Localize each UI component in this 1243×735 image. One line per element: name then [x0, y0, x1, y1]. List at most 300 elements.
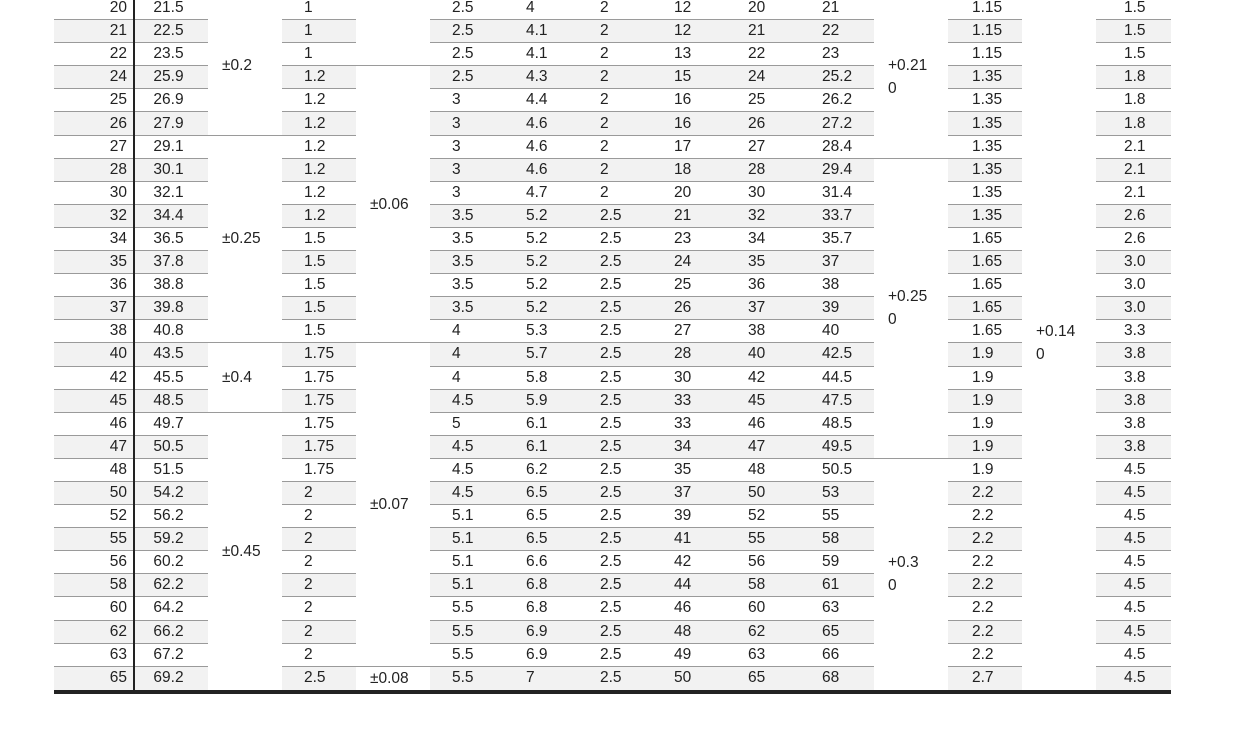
table-cell: 6.1	[504, 412, 578, 435]
table-cell: 15	[652, 66, 726, 89]
table-cell: 2.5	[578, 528, 652, 551]
tolerance-cell: +0.14 0	[1022, 0, 1096, 692]
table-cell: 3	[430, 89, 504, 112]
table-cell: 26	[726, 112, 800, 135]
table-cell: 1.2	[282, 89, 356, 112]
table-cell: 5.2	[504, 204, 578, 227]
table-cell: 3.0	[1096, 297, 1171, 320]
table-cell: 37	[726, 297, 800, 320]
table-cell: 2.5	[430, 66, 504, 89]
table-cell: 42.5	[800, 343, 874, 366]
table-cell: 33	[652, 412, 726, 435]
table-cell: 12	[652, 0, 726, 20]
table-cell: 45.5	[134, 366, 208, 389]
table-body	[54, 0, 1171, 692]
table-cell: 44.5	[800, 366, 874, 389]
table-cell: 33	[652, 389, 726, 412]
table-cell: 2.5	[578, 274, 652, 297]
table-cell: 56.2	[134, 505, 208, 528]
table-cell: 2	[282, 620, 356, 643]
table-cell: 48	[54, 458, 134, 481]
table-cell: 36	[726, 274, 800, 297]
table-cell: 44	[652, 574, 726, 597]
table-cell: 4.6	[504, 135, 578, 158]
table-cell: 23	[800, 43, 874, 66]
table-cell: 25.9	[134, 66, 208, 89]
table-cell: 3.0	[1096, 274, 1171, 297]
table-cell: 1.2	[282, 112, 356, 135]
table-cell: 12	[652, 20, 726, 43]
tolerance-cell	[356, 0, 430, 66]
table-cell: 34	[54, 227, 134, 250]
table-cell: 2	[282, 481, 356, 504]
table-cell: 4.5	[1096, 551, 1171, 574]
table-cell: 69.2	[134, 666, 208, 692]
table-cell: 52	[54, 505, 134, 528]
table-cell: 4	[430, 320, 504, 343]
table-cell: 60	[726, 597, 800, 620]
table-cell: 26	[652, 297, 726, 320]
table-cell: 23.5	[134, 43, 208, 66]
table-cell: 47.5	[800, 389, 874, 412]
table-cell: 4	[504, 0, 578, 20]
table-cell: 6.1	[504, 435, 578, 458]
table-cell: 56	[54, 551, 134, 574]
table-cell: 4.5	[1096, 528, 1171, 551]
table-cell: 1.75	[282, 366, 356, 389]
table-cell: 2.5	[578, 227, 652, 250]
table-cell: 25	[726, 89, 800, 112]
table-cell: 2.5	[282, 666, 356, 692]
table-cell: 49	[652, 643, 726, 666]
table-cell: 2	[578, 43, 652, 66]
table-cell: 6.5	[504, 528, 578, 551]
table-cell: 1.5	[282, 251, 356, 274]
table-cell: 16	[652, 112, 726, 135]
table-cell: 26.2	[800, 89, 874, 112]
table-cell: 38.8	[134, 274, 208, 297]
table-cell: 32	[726, 204, 800, 227]
table-cell: 1	[282, 20, 356, 43]
table-cell: 62	[726, 620, 800, 643]
table-cell: 20	[54, 0, 134, 20]
table-cell: 6.9	[504, 620, 578, 643]
table-cell: 4	[430, 366, 504, 389]
table-cell: 5.1	[430, 528, 504, 551]
table-cell: 3.8	[1096, 343, 1171, 366]
table-cell: 28	[652, 343, 726, 366]
table-cell: 1.2	[282, 181, 356, 204]
table-cell: 67.2	[134, 643, 208, 666]
table-cell: 3	[430, 135, 504, 158]
table-cell: 6.5	[504, 481, 578, 504]
table-cell: 24	[726, 66, 800, 89]
table-cell: 5.5	[430, 643, 504, 666]
table-cell: 34.4	[134, 204, 208, 227]
table-cell: 35	[54, 251, 134, 274]
table-cell: 62.2	[134, 574, 208, 597]
table-cell: 2.1	[1096, 158, 1171, 181]
table-cell: 1.8	[1096, 89, 1171, 112]
table-cell: 49.5	[800, 435, 874, 458]
table-cell: 23	[652, 227, 726, 250]
table-cell: 24	[652, 251, 726, 274]
table-cell: 2.5	[578, 458, 652, 481]
table-cell: 2.2	[948, 481, 1022, 504]
table-cell: 46	[652, 597, 726, 620]
table-row	[54, 412, 1171, 435]
table-cell: 4.7	[504, 181, 578, 204]
table-cell: 45	[726, 389, 800, 412]
table-cell: 3.8	[1096, 435, 1171, 458]
table-cell: 6.9	[504, 643, 578, 666]
table-cell: 2.5	[578, 574, 652, 597]
table-cell: 40.8	[134, 320, 208, 343]
table-cell: 4	[430, 343, 504, 366]
table-cell: 5.1	[430, 574, 504, 597]
table-row	[54, 135, 1171, 158]
table-cell: 35	[726, 251, 800, 274]
table-cell: 1.9	[948, 343, 1022, 366]
table-cell: 48	[726, 458, 800, 481]
table-cell: 5.2	[504, 251, 578, 274]
table-cell: 56	[726, 551, 800, 574]
table-cell: 58	[800, 528, 874, 551]
table-cell: 4.5	[1096, 574, 1171, 597]
table-cell: 21	[800, 0, 874, 20]
table-cell: 2	[578, 181, 652, 204]
table-cell: 2.2	[948, 551, 1022, 574]
table-cell: 1	[282, 0, 356, 20]
table-cell: 64.2	[134, 597, 208, 620]
table-cell: 5.1	[430, 551, 504, 574]
table-cell: 36.5	[134, 227, 208, 250]
table-cell: 60	[54, 597, 134, 620]
table-cell: 5.2	[504, 274, 578, 297]
table-cell: 30	[652, 366, 726, 389]
table-cell: 4.5	[430, 458, 504, 481]
table-cell: 1.2	[282, 135, 356, 158]
table-cell: 22	[54, 43, 134, 66]
table-cell: 39	[800, 297, 874, 320]
table-cell: 28	[54, 158, 134, 181]
table-cell: 22.5	[134, 20, 208, 43]
table-cell: 22	[800, 20, 874, 43]
table-cell: 4.5	[430, 481, 504, 504]
table-cell: 55	[726, 528, 800, 551]
table-cell: 2	[282, 505, 356, 528]
table-cell: 37.8	[134, 251, 208, 274]
table-cell: 39.8	[134, 297, 208, 320]
table-cell: 1.75	[282, 435, 356, 458]
table-cell: 5.7	[504, 343, 578, 366]
table-cell: 22	[726, 43, 800, 66]
table-cell: 37	[652, 481, 726, 504]
table-cell: 18	[652, 158, 726, 181]
table-cell: 5.8	[504, 366, 578, 389]
table-cell: 1.9	[948, 412, 1022, 435]
table-cell: 21.5	[134, 0, 208, 20]
table-cell: 46	[54, 412, 134, 435]
table-cell: 48.5	[800, 412, 874, 435]
table-cell: 48.5	[134, 389, 208, 412]
table-cell: 4.5	[1096, 643, 1171, 666]
table-cell: 40	[726, 343, 800, 366]
table-cell: 54.2	[134, 481, 208, 504]
table-cell: 4.5	[1096, 666, 1171, 692]
table-cell: 27	[726, 135, 800, 158]
table-cell: 27.2	[800, 112, 874, 135]
table-cell: 2.5	[578, 297, 652, 320]
table-cell: 2	[578, 89, 652, 112]
table-cell: 50.5	[800, 458, 874, 481]
table-cell: 5.5	[430, 597, 504, 620]
table-cell: 30.1	[134, 158, 208, 181]
table-cell: 58	[54, 574, 134, 597]
table-cell: 66.2	[134, 620, 208, 643]
table-cell: 20	[652, 181, 726, 204]
table-cell: 1	[282, 43, 356, 66]
table-cell: 1.75	[282, 343, 356, 366]
table-cell: 1.5	[282, 274, 356, 297]
table-cell: 45	[54, 389, 134, 412]
tolerance-cell: ±0.08	[356, 666, 430, 692]
table-cell: 3.8	[1096, 389, 1171, 412]
table-cell: 28	[726, 158, 800, 181]
table-cell: 4.1	[504, 20, 578, 43]
table-cell: 2.5	[578, 204, 652, 227]
table-cell: 2	[578, 66, 652, 89]
table-cell: 1.35	[948, 181, 1022, 204]
table-cell: 1.75	[282, 412, 356, 435]
table-cell: 2	[282, 597, 356, 620]
table-cell: 2.5	[578, 412, 652, 435]
table-cell: 52	[726, 505, 800, 528]
table-cell: 21	[652, 204, 726, 227]
table-cell: 6.2	[504, 458, 578, 481]
table-cell: 1.9	[948, 389, 1022, 412]
table-cell: 5.9	[504, 389, 578, 412]
table-cell: 2.5	[578, 643, 652, 666]
table-cell: 51.5	[134, 458, 208, 481]
table-cell: 28.4	[800, 135, 874, 158]
table-cell: 33.7	[800, 204, 874, 227]
table-cell: 30	[726, 181, 800, 204]
table-cell: 7	[504, 666, 578, 692]
table-cell: 6.5	[504, 505, 578, 528]
table-cell: 37	[800, 251, 874, 274]
table-cell: 3.5	[430, 297, 504, 320]
table-cell: 47	[54, 435, 134, 458]
table-cell: 29.1	[134, 135, 208, 158]
table-cell: 1.65	[948, 297, 1022, 320]
table-row	[54, 0, 1171, 20]
table-cell: 5.5	[430, 620, 504, 643]
table-cell: 5.1	[430, 505, 504, 528]
table-cell: 37	[54, 297, 134, 320]
table-cell: 43.5	[134, 343, 208, 366]
table-cell: 2.5	[578, 251, 652, 274]
table-cell: 3.8	[1096, 412, 1171, 435]
table-cell: 1.35	[948, 66, 1022, 89]
table-cell: 3.5	[430, 227, 504, 250]
table-cell: 4.5	[1096, 481, 1171, 504]
tolerance-cell: +0.21 0	[874, 0, 948, 158]
table-cell: 2.5	[578, 505, 652, 528]
tolerance-cell: +0.3 0	[874, 458, 948, 691]
table-cell: 63	[800, 597, 874, 620]
table-cell: 1.75	[282, 458, 356, 481]
dimension-table	[54, 0, 1171, 694]
table-cell: 4.5	[1096, 458, 1171, 481]
table-cell: 1.2	[282, 158, 356, 181]
table-cell: 1.75	[282, 389, 356, 412]
table-cell: 1.65	[948, 227, 1022, 250]
table-cell: 24	[54, 66, 134, 89]
table-cell: 61	[800, 574, 874, 597]
table-cell: 2.5	[430, 43, 504, 66]
table-cell: 38	[800, 274, 874, 297]
table-cell: 27	[54, 135, 134, 158]
tolerance-cell: ±0.07	[356, 343, 430, 666]
table-cell: 2.5	[578, 481, 652, 504]
table-cell: 63	[54, 643, 134, 666]
table-cell: 5.2	[504, 227, 578, 250]
table-cell: 25.2	[800, 66, 874, 89]
table-cell: 2	[578, 135, 652, 158]
table-cell: 40	[800, 320, 874, 343]
table-cell: 2.2	[948, 574, 1022, 597]
table-cell: 38	[726, 320, 800, 343]
table-cell: 2.5	[578, 597, 652, 620]
table-cell: 4.3	[504, 66, 578, 89]
table-cell: 2.1	[1096, 135, 1171, 158]
tolerance-cell: ±0.4	[208, 343, 282, 412]
table-cell: 3.8	[1096, 366, 1171, 389]
table-cell: 26	[54, 112, 134, 135]
table-cell: 66	[800, 643, 874, 666]
table-cell: 5.5	[430, 666, 504, 692]
table-cell: 1.5	[1096, 43, 1171, 66]
table-cell: 3.5	[430, 251, 504, 274]
table-cell: 48	[652, 620, 726, 643]
table-cell: 4.6	[504, 112, 578, 135]
table-cell: 32	[54, 204, 134, 227]
table-cell: 49.7	[134, 412, 208, 435]
table-cell: 2.2	[948, 620, 1022, 643]
table-cell: 20	[726, 0, 800, 20]
table-cell: 2.5	[578, 620, 652, 643]
table-cell: 2	[578, 112, 652, 135]
table-cell: 29.4	[800, 158, 874, 181]
table-cell: 2.2	[948, 597, 1022, 620]
table-cell: 3.5	[430, 204, 504, 227]
table-cell: 2.7	[948, 666, 1022, 692]
table-cell: 2.5	[578, 343, 652, 366]
table-cell: 2.5	[578, 389, 652, 412]
table-cell: 6.8	[504, 574, 578, 597]
table-cell: 50.5	[134, 435, 208, 458]
tolerance-cell: ±0.06	[356, 66, 430, 343]
table-cell: 55	[54, 528, 134, 551]
table-cell: 53	[800, 481, 874, 504]
table-cell: 21	[54, 20, 134, 43]
table-cell: 13	[652, 43, 726, 66]
table-cell: 34	[652, 435, 726, 458]
table-cell: 27	[652, 320, 726, 343]
table-cell: 46	[726, 412, 800, 435]
table-cell: 2.6	[1096, 227, 1171, 250]
table-cell: 55	[800, 505, 874, 528]
table-cell: 2.2	[948, 643, 1022, 666]
table-cell: 1.65	[948, 251, 1022, 274]
table-cell: 58	[726, 574, 800, 597]
tolerance-cell: ±0.2	[208, 0, 282, 135]
table-cell: 1.9	[948, 366, 1022, 389]
table-cell: 5.3	[504, 320, 578, 343]
table-cell: 59	[800, 551, 874, 574]
table-cell: 25	[652, 274, 726, 297]
table-cell: 4.5	[1096, 505, 1171, 528]
table-cell: 2.2	[948, 528, 1022, 551]
table-cell: 65	[726, 666, 800, 692]
table-cell: 50	[54, 481, 134, 504]
table-cell: 2.6	[1096, 204, 1171, 227]
table-cell: 1.35	[948, 89, 1022, 112]
table-cell: 4.5	[1096, 620, 1171, 643]
table-cell: 3.5	[430, 274, 504, 297]
table-cell: 21	[726, 20, 800, 43]
tolerance-cell: +0.25 0	[874, 158, 948, 458]
table-cell: 2.5	[578, 666, 652, 692]
table-row	[54, 343, 1171, 366]
table-cell: 50	[726, 481, 800, 504]
table-cell: 40	[54, 343, 134, 366]
table-cell: 1.35	[948, 135, 1022, 158]
table-cell: 1.2	[282, 204, 356, 227]
table-cell: 1.35	[948, 112, 1022, 135]
table-cell: 5.2	[504, 297, 578, 320]
table-cell: 2	[282, 551, 356, 574]
table-cell: 2.5	[578, 366, 652, 389]
table-cell: 3.0	[1096, 251, 1171, 274]
table-cell: 60.2	[134, 551, 208, 574]
table-cell: 3.3	[1096, 320, 1171, 343]
table-cell: 65	[800, 620, 874, 643]
table-cell: 16	[652, 89, 726, 112]
table-cell: 42	[652, 551, 726, 574]
table-cell: 35.7	[800, 227, 874, 250]
table-cell: 26.9	[134, 89, 208, 112]
table-cell: 2.1	[1096, 181, 1171, 204]
table-cell: 42	[726, 366, 800, 389]
table-cell: 2.5	[430, 0, 504, 20]
table-cell: 1.35	[948, 158, 1022, 181]
table-cell: 17	[652, 135, 726, 158]
table-cell: 2	[282, 528, 356, 551]
table-cell: 2	[282, 574, 356, 597]
table-cell: 47	[726, 435, 800, 458]
tolerance-cell: ±0.25	[208, 135, 282, 343]
table-cell: 62	[54, 620, 134, 643]
table-cell: 4.5	[1096, 597, 1171, 620]
table-cell: 2.5	[578, 551, 652, 574]
table-cell: 31.4	[800, 181, 874, 204]
table-cell: 32.1	[134, 181, 208, 204]
table-cell: 39	[652, 505, 726, 528]
table-cell: 1.8	[1096, 112, 1171, 135]
table-cell: 4.4	[504, 89, 578, 112]
